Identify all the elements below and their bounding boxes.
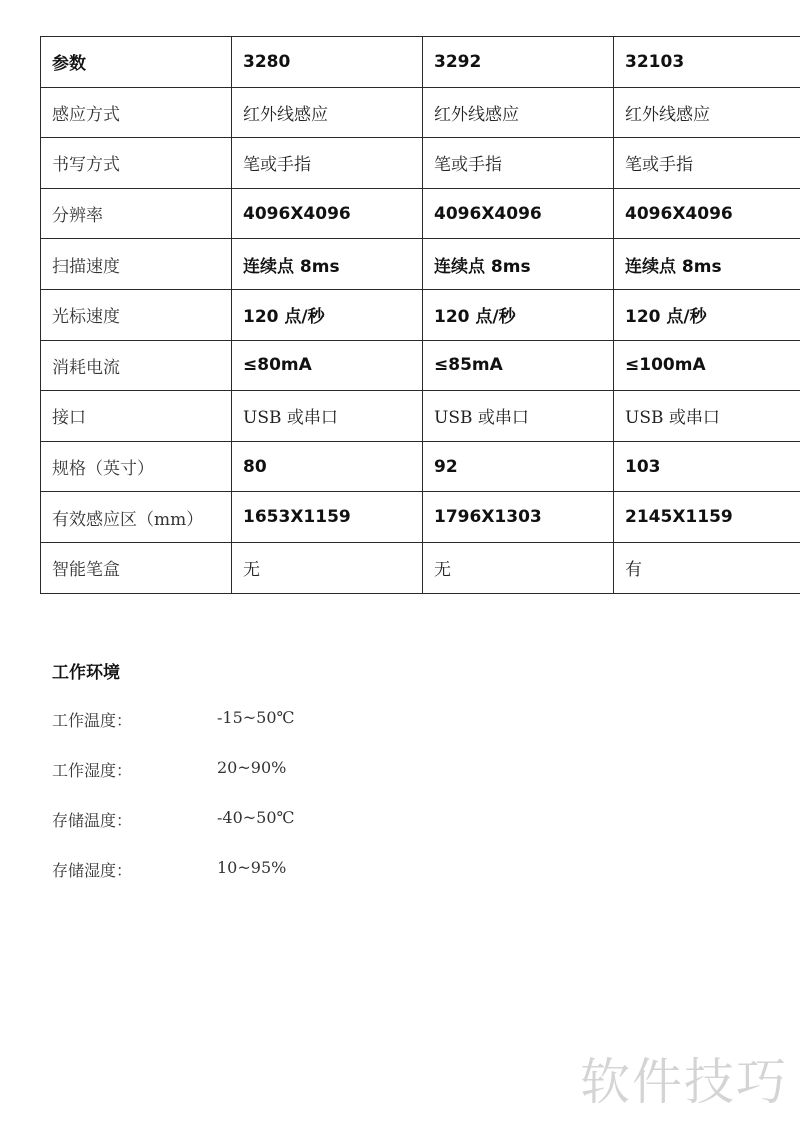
row-label: 消耗电流 — [41, 340, 232, 391]
table-cell: 4096X4096 — [423, 188, 614, 239]
table-cell: ≤80mA — [232, 340, 423, 391]
table-row — [41, 239, 800, 290]
row-label: 书写方式 — [41, 138, 232, 189]
environment-label: 工作温度： — [52, 711, 133, 730]
row-label: 规格（英寸） — [41, 441, 232, 492]
table-cell: 4096X4096 — [232, 188, 423, 239]
table-cell: 连续点 8ms — [232, 239, 423, 290]
table-cell: USB 或串口 — [423, 391, 614, 442]
table-cell: ≤85mA — [423, 340, 614, 391]
environment-item — [52, 808, 452, 832]
row-label: 智能笔盒 — [41, 542, 232, 593]
environment-item — [52, 858, 452, 882]
environment-value: 20~90% — [217, 758, 287, 777]
environment-label: 工作湿度： — [52, 761, 133, 780]
row-label: 感应方式 — [41, 87, 232, 138]
table-cell: 120 点/秒 — [423, 289, 614, 340]
table-cell: 无 — [232, 542, 423, 593]
table-cell: 连续点 8ms — [614, 239, 800, 290]
row-label: 有效感应区（mm） — [41, 492, 232, 543]
table-row — [41, 492, 800, 543]
row-label: 接口 — [41, 391, 232, 442]
table-cell: 红外线感应 — [232, 87, 423, 138]
table-row — [41, 391, 800, 442]
table-cell: 笔或手指 — [423, 138, 614, 189]
table-cell: 有 — [614, 542, 800, 593]
table-cell: 92 — [423, 441, 614, 492]
table-row — [41, 188, 800, 239]
table-cell: 80 — [232, 441, 423, 492]
table-cell: 2145X1159 — [614, 492, 800, 543]
table-cell: 连续点 8ms — [423, 239, 614, 290]
watermark: 软件技巧 — [580, 1053, 788, 1111]
header-cell: 32103 — [614, 37, 800, 88]
table-row — [41, 138, 800, 189]
table-cell: USB 或串口 — [232, 391, 423, 442]
header-cell: 3280 — [232, 37, 423, 88]
environment-item — [52, 758, 452, 782]
environment-item — [52, 708, 452, 732]
table-row — [41, 340, 800, 391]
row-label: 扫描速度 — [41, 239, 232, 290]
spec-table — [40, 36, 800, 594]
environment-value: -40~50℃ — [217, 808, 295, 827]
table-cell: ≤100mA — [614, 340, 800, 391]
row-label: 分辨率 — [41, 188, 232, 239]
environment-label: 存储温度： — [52, 811, 133, 830]
table-cell: 1796X1303 — [423, 492, 614, 543]
table-row — [41, 289, 800, 340]
table-cell: 无 — [423, 542, 614, 593]
table-row — [41, 441, 800, 492]
table-cell: 红外线感应 — [423, 87, 614, 138]
table-header-row — [41, 37, 800, 88]
table-cell: USB 或串口 — [614, 391, 800, 442]
table-cell: 4096X4096 — [614, 188, 800, 239]
table-cell: 103 — [614, 441, 800, 492]
table-cell: 120 点/秒 — [232, 289, 423, 340]
table-cell: 红外线感应 — [614, 87, 800, 138]
header-cell: 3292 — [423, 37, 614, 88]
environment-label: 存储湿度： — [52, 861, 133, 880]
table-cell: 笔或手指 — [232, 138, 423, 189]
table-row — [41, 542, 800, 593]
environment-value: -15~50℃ — [217, 708, 295, 727]
table-cell: 1653X1159 — [232, 492, 423, 543]
row-label: 光标速度 — [41, 289, 232, 340]
table-cell: 120 点/秒 — [614, 289, 800, 340]
environment-value: 10~95% — [217, 858, 287, 877]
environment-title: 工作环境 — [52, 663, 120, 683]
table-row — [41, 87, 800, 138]
table-cell: 笔或手指 — [614, 138, 800, 189]
header-cell: 参数 — [41, 37, 232, 88]
